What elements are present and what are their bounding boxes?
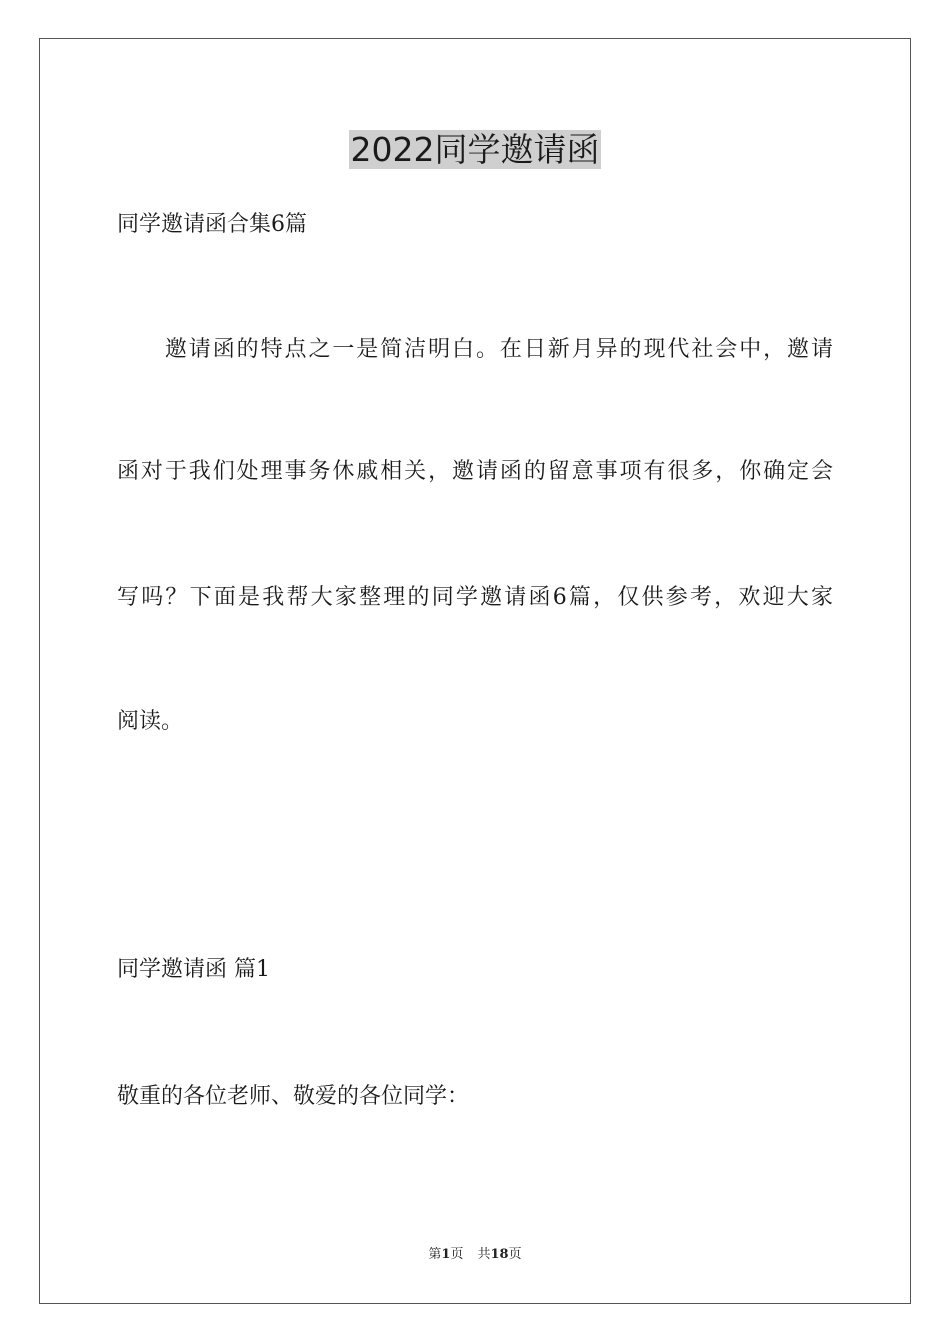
intro-line-4: 阅读。 — [117, 709, 184, 734]
footer-total-prefix: 共 — [477, 1247, 491, 1262]
footer-page-number: 1 — [441, 1247, 451, 1262]
document-title — [0, 128, 950, 172]
footer-total-suffix: 页 — [508, 1247, 522, 1262]
footer-page-prefix: 第 — [428, 1247, 442, 1262]
salutation: 敬重的各位老师、敬爱的各位同学： — [117, 1084, 470, 1109]
intro-line-1: 邀请函的特点之一是简洁明白。在日新月异的现代社会中，邀请 — [117, 337, 833, 362]
page-footer — [0, 1246, 950, 1264]
document-title-text: 2022同学邀请函 — [350, 130, 600, 169]
footer-total-pages: 18 — [490, 1247, 509, 1262]
intro-line-2: 函对于我们处理事务休戚相关，邀请函的留意事项有很多，你确定会 — [117, 459, 833, 484]
footer-page-suffix: 页 — [450, 1247, 464, 1262]
intro-line-3: 写吗？下面是我帮大家整理的同学邀请函6篇，仅供参考，欢迎大家 — [117, 585, 833, 610]
section-heading: 同学邀请函 篇1 — [117, 957, 270, 982]
document-subtitle: 同学邀请函合集6篇 — [117, 212, 307, 237]
